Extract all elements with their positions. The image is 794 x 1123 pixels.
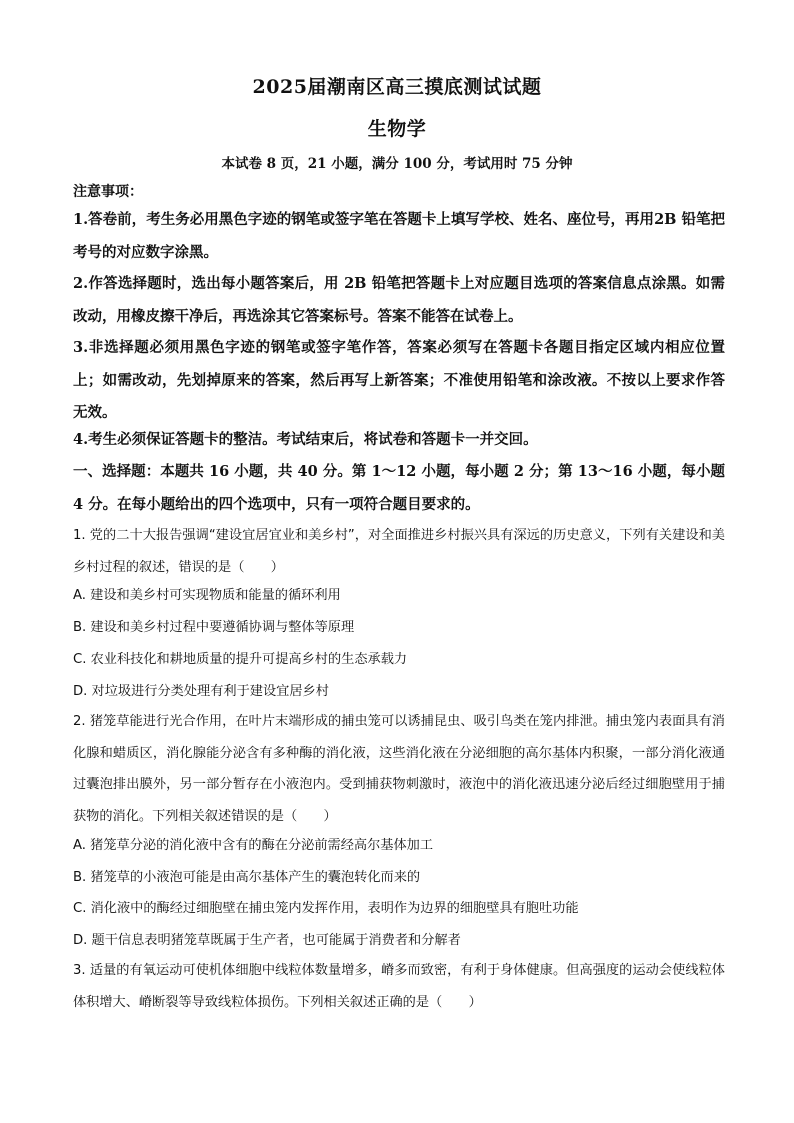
- question-2-stem: 2. 猪笼草能进行光合作用，在叶片末端形成的捕虫笼可以诱捕昆虫、吸引鸟类在笼内排泄。捕虫笼内表面具有消化腺和蜡质区，消化腺能分泌含有多种酶的消化液，这些消化液在分泌细胞的高尔基体内积聚，一部分消化液通过囊泡排出膜外，另一部分暂存在小液泡内。受到捕获物刺激时，液泡中的消化液迅速分泌后经过细胞壁用于捕获物的消化。下列相关叙述错误的是（ ）: [73, 714, 725, 824]
- question-1-option-c: C. 农业科技化和耕地质量的提升可提高乡村的生态承载力: [73, 652, 408, 667]
- question-1-option-d: D. 对垃圾进行分类处理有利于建设宜居乡村: [73, 684, 329, 699]
- question-2-option-a: A. 猪笼草分泌的消化液中含有的酶在分泌前需经高尔基体加工: [73, 838, 434, 853]
- question-2-option-d: D. 题干信息表明猪笼草既属于生产者，也可能属于消费者和分解者: [73, 933, 461, 948]
- section-heading: 一、选择题：本题共 16 小题，共 40 分。第 1～12 小题，每小题 2 分；第 13～16 小题，每小题 4 分。在每小题给出的四个选项中，只有一项符合题目要求的。: [73, 463, 725, 513]
- question-1-stem: 1. 党的二十大报告强调“建设宜居宜业和美乡村”，对全面推进乡村振兴具有深远的历史意义，下列有关建设和美乡村过程的叙述，错误的是（ ）: [73, 528, 725, 575]
- question-1-option-b: B. 建设和美乡村过程中要遵循协调与整体等原理: [73, 620, 355, 635]
- note-item-2: 2.作答选择题时，选出每小题答案后，用 2B 铅笔把答题卡上对应题目选项的答案信息点涂黑。如需改动，用橡皮擦干净后，再选涂其它答案标号。答案不能答在试卷上。: [73, 275, 725, 325]
- subject-title: 生物学: [367, 118, 427, 140]
- question-2-option-c: C. 消化液中的酶经过细胞壁在捕虫笼内发挥作用，表明作为边界的细胞壁具有胞吐功能: [73, 901, 579, 916]
- exam-info: 本试卷 8 页，21 小题，满分 100 分，考试用时 75 分钟: [221, 156, 573, 172]
- notes-heading: 注意事项：: [73, 184, 143, 200]
- question-2-option-b: B. 猪笼草的小液泡可能是由高尔基体产生的囊泡转化而来的: [73, 870, 421, 885]
- note-item-3: 3.非选择题必须用黑色字迹的钢笔或签字笔作答，答案必须写在答题卡各题目指定区域内相应位置上；如需改动，先划掉原来的答案，然后再写上新答案；不准使用铅笔和涂改液。不按以上要求作答无效。: [73, 339, 725, 421]
- note-item-4: 4.考生必须保证答题卡的整洁。考试结束后，将试卷和答题卡一并交回。: [73, 431, 538, 448]
- question-1-option-a: A. 建设和美乡村可实现物质和能量的循环利用: [73, 588, 341, 603]
- exam-title: 2025届潮南区高三摸底测试试题: [252, 76, 542, 98]
- question-3-stem: 3. 适量的有氧运动可使机体细胞中线粒体数量增多，嵴多而致密，有利于身体健康。但高强度的运动会使线粒体体积增大、嵴断裂等导致线粒体损伤。下列相关叙述正确的是（ ）: [73, 963, 725, 1010]
- note-item-1: 1.答卷前，考生务必用黑色字迹的钢笔或签字笔在答题卡上填写学校、姓名、座位号，再用2B 铅笔把考号的对应数字涂黑。: [73, 211, 725, 261]
